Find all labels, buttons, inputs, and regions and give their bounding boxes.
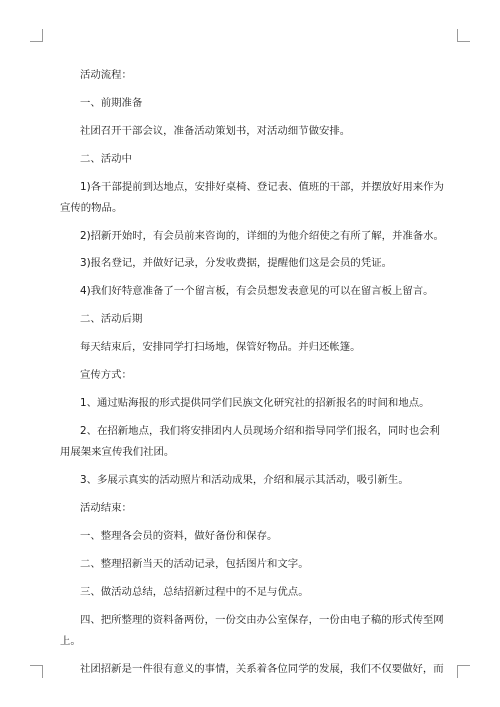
paragraph: 3)报名登记，并做好记录，分发收费据，提醒他们这是会员的凭证。 [80,257,392,269]
crop-mark-bottom-left [30,665,43,678]
section-prep: 一、前期准备 [80,97,143,109]
heading-publicity: 宣传方式： [80,369,132,381]
paragraph: 1)各干部提前到达地点，安排好桌椅、登记表、值班的干部，并摆放好用来作为 [80,181,444,193]
paragraph: 2、在招新地点，我们将安排团内人员现场介绍和指导同学们报名，同时也会利 [80,425,440,437]
heading-end: 活动结束： [80,502,132,514]
paragraph: 三、做活动总结，总结招新过程中的不足与优点。 [80,586,309,598]
paragraph-continuation: 宣传的物品。 [60,202,123,214]
paragraph: 3、多展示真实的活动照片和活动成果，介绍和展示其活动，吸引新生。 [80,474,409,486]
paragraph-continuation: 上。 [60,635,81,647]
crop-mark-top-left [30,29,43,42]
paragraph: 4)我们好特意准备了一个留言板，有会员想发表意见的可以在留言板上留言。 [80,285,434,297]
paragraph-continuation: 用展架来宣传我们社团。 [60,446,175,458]
crop-mark-bottom-right [457,665,470,678]
section-after: 二、活动后期 [80,313,143,325]
paragraph: 社团召开干部会议，准备活动策划书，对活动细节做安排。 [80,125,351,137]
heading-process: 活动流程： [80,69,132,81]
paragraph: 四、把所整理的资料备两份，一份交由办公室保存，一份由电子稿的形式传至网 [80,614,444,626]
paragraph: 每天结束后，安排同学打扫场地，保管好物品。并归还帐篷。 [80,341,361,353]
paragraph: 二、整理招新当天的活动记录，包括图片和文字。 [80,558,309,570]
paragraph: 社团招新是一件很有意义的事情，关系着各位同学的发展，我们不仅要做好，而 [80,663,444,675]
paragraph: 一、整理各会员的资料，做好备份和保存。 [80,530,278,542]
crop-mark-top-right [457,29,470,42]
section-during: 二、活动中 [80,153,132,165]
paragraph: 1、通过贴海报的形式提供同学们民族文化研究社的招新报名的时间和地点。 [80,397,430,409]
paragraph: 2)招新开始时，有会员前来咨询的，详细的为他介绍使之有所了解，并准备水。 [80,230,444,242]
